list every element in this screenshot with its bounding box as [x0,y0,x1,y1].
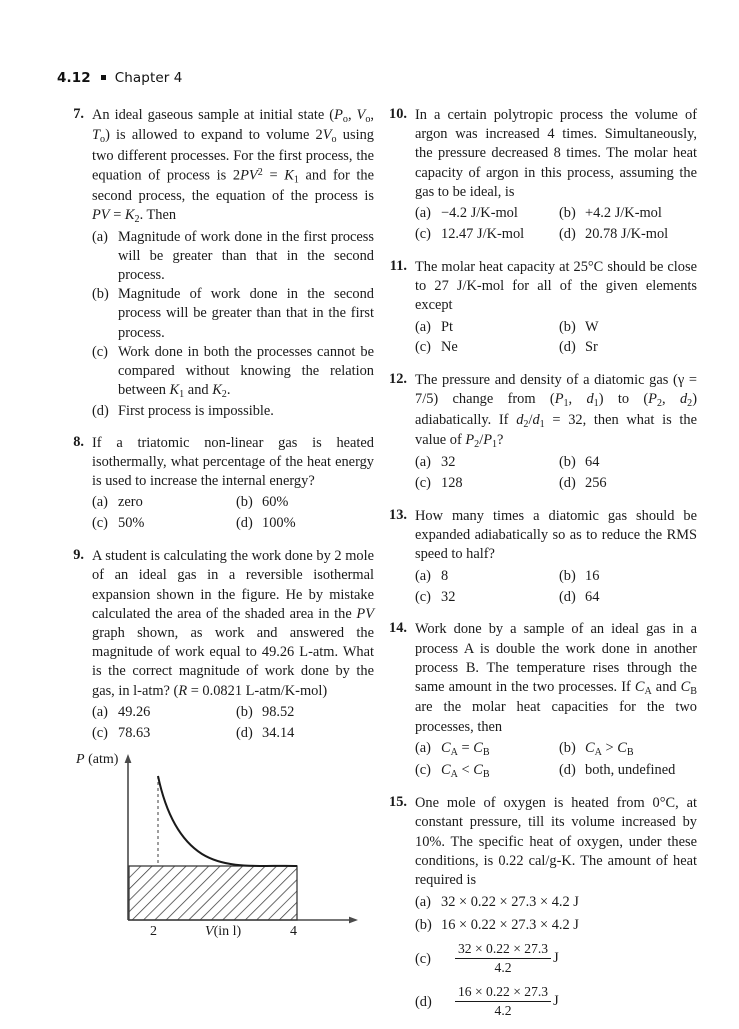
statement-label: (d) [92,402,109,419]
option-label: (b) [415,916,432,933]
statement-list [92,228,374,421]
option-text: 32 [441,588,456,605]
statement-item[interactable] [92,343,374,402]
option-c[interactable] [415,474,553,494]
option-a[interactable] [415,567,553,587]
statement-text: First process is impossible. [118,402,274,419]
option-label: (b) [559,739,576,756]
question-stem: The molar heat capacity at 25°C should be close to 27 J/K-mol for all of the given elements except [415,258,697,314]
statement-label: (c) [92,343,108,360]
option-text: Ne [441,339,458,356]
option-text: zero [118,494,143,511]
option-label: (c) [415,588,431,605]
option-label: (d) [415,993,432,1010]
option-text: 78.63 [118,724,151,741]
option-text: 8 [441,567,449,584]
x-axis-label: V(in l) [205,924,242,939]
option-label: (c) [415,225,431,242]
isotherm-curve [158,776,297,866]
option-label: (a) [415,454,431,471]
question-stem: One mole of oxygen is heated from 0°C, at constant pressure, till its volume increased by 10%. The specific heat of oxygen, under these conditions, is 0.22 cal/g-K. The amount of heat required is [415,795,697,889]
option-b[interactable] [559,453,697,473]
option-text: both, undefined [585,761,676,778]
option-label: (d) [559,339,576,356]
fraction-denominator: 4.2 [494,959,512,975]
question-10 [385,106,697,245]
question-7 [62,106,374,421]
option-text: 98.52 [262,703,295,720]
option-text: 32 × 0.22 × 27.3 × 4.2 J [441,894,579,911]
right-column [385,106,697,1029]
option-c[interactable] [92,724,230,744]
question-14 [385,620,697,781]
option-c[interactable] [415,941,697,976]
option-b[interactable] [236,493,374,513]
option-text: 50% [118,515,145,532]
option-text: $C_A = C_B$ [441,739,490,758]
question-number: 9. [73,547,84,564]
option-d[interactable] [559,338,697,358]
question-number: 10. [389,106,407,122]
question-number: 13. [389,507,407,524]
option-text: +4.2 J/K-mol [585,205,662,222]
option-label: (c) [415,339,431,356]
question-stem: How many times a diatomic gas should be expanded adiabatically so as to reduce the RMS speed to half? [415,508,697,563]
option-label: (a) [415,894,431,911]
option-a[interactable] [415,204,553,224]
option-label: (a) [415,739,431,756]
option-label: (a) [415,205,431,222]
option-label: (b) [559,567,576,584]
option-a[interactable] [92,703,230,723]
fraction-numerator: 32 × 0.22 × 27.3 [455,941,551,959]
option-b[interactable] [236,703,374,723]
option-label: (b) [559,205,576,222]
option-d[interactable] [415,984,697,1019]
option-d[interactable] [559,225,697,245]
option-text: 34.14 [262,724,295,741]
option-label: (c) [92,515,108,532]
pv-isotherm-figure [62,752,362,962]
option-grid [415,453,697,494]
running-head [57,70,182,86]
option-b[interactable] [559,318,697,338]
fraction-numerator: 16 × 0.22 × 27.3 [455,984,551,1002]
option-label: (d) [559,225,576,242]
option-text: Sr [585,339,598,356]
option-c[interactable] [415,338,553,358]
option-a[interactable] [415,893,697,912]
option-grid [92,493,374,534]
option-label: (c) [415,950,431,967]
x-tick-2: 2 [150,924,157,939]
question-stem: A student is calculating the work done by 2 mole of an ideal gas in a reversible isothermal expansion shown in the figure. He by mistake calculated the area of the shaded area in the PV graph shown, as work and answered the magnitude of work equal to 49.26 L-atm. What is the correct magnitude of work done by the gas, in l-atm? (R = 0.0821 L-atm/K-mol) [92,548,374,699]
option-d[interactable] [236,724,374,744]
x-tick-4: 4 [290,924,297,939]
option-label: (d) [559,475,576,492]
option-text: 64 [585,454,600,471]
question-15 [385,794,697,1019]
fraction-unit: J [553,992,559,1009]
option-text: 16 × 0.22 × 27.3 × 4.2 J [441,916,579,933]
x-axis-arrow [349,917,358,924]
question-13 [385,507,697,607]
question-stem: If a triatomic non-linear gas is heated isothermally, what percentage of the heat energy is used to increase the internal energy? [92,434,374,490]
option-label: (a) [92,703,108,720]
option-grid [415,318,697,359]
option-text: 60% [262,494,289,511]
question-stem: An ideal gaseous sample at initial state ($P_o$, $V_o$, $T_o$) is allowed to expand to volume $2V_o$ using two different processes. For the first process, the equation of process is $2PV^2 = K_1$ and for the second process, the equation of the process is PV = $K_2$. Then [92,107,374,225]
option-text: $C_A > C_B$ [585,739,634,758]
statement-label: (b) [92,286,109,303]
option-text: −4.2 J/K-mol [441,205,518,222]
option-b[interactable] [559,567,697,587]
option-c[interactable] [415,761,553,782]
option-label: (c) [415,475,431,492]
option-label: (d) [559,588,576,605]
left-column [62,106,374,754]
option-c[interactable] [415,225,553,245]
option-text: 49.26 [118,703,151,720]
option-grid [92,703,374,744]
option-d[interactable] [236,514,374,534]
option-label: (a) [415,567,431,584]
option-grid [415,204,697,245]
option-label: (d) [236,515,253,532]
option-b[interactable] [559,739,697,760]
option-text: 256 [585,475,607,492]
option-label: (d) [236,724,253,741]
question-number: 7. [73,106,84,122]
option-text: $C_A < C_B$ [441,761,490,780]
option-list [415,893,697,1019]
option-text: 20.78 J/K-mol [585,225,669,242]
option-text: 64 [585,588,600,605]
option-grid [415,739,697,781]
option-b[interactable] [415,916,697,935]
question-number: 14. [389,620,407,637]
statement-item[interactable] [92,285,374,343]
y-axis-label: P (atm) [76,752,119,767]
option-label: (d) [559,761,576,778]
chapter-title: Chapter 4 [114,70,183,86]
option-fraction [455,984,551,1019]
option-text: 12.47 J/K-mol [441,225,525,242]
option-a[interactable] [92,493,230,513]
statement-text: Work done in both the processes cannot be compared without knowing the relation between $K_1$ and $K_2$. [118,343,374,401]
question-stem: In a certain polytropic process the volume of argon was increased 4 times. Simultaneously, the pressure decreased 8 times. The molar heat capacity of argon in this process, assuming the gas to be ideal, is [415,107,697,200]
y-axis-arrow [125,754,132,763]
fraction-unit: J [553,949,559,966]
question-stem: Work done by a sample of an ideal gas in a process A is double the work done in another process B. The temperature rises through the same amount in the two processes. If $C_A$ and $C_B$ are the molar heat capacities for the two processes, then [415,621,697,735]
option-label: (c) [415,761,431,778]
fraction-denominator: 4.2 [494,1002,512,1018]
folio-number: 4.12 [57,70,91,86]
option-grid [415,567,697,608]
option-label: (a) [92,494,108,511]
question-8 [62,434,374,534]
option-text: 128 [441,475,463,492]
question-number: 12. [389,371,407,388]
option-text: W [585,318,599,335]
square-bullet-icon [101,75,106,80]
shaded-area [129,866,297,920]
option-label: (b) [236,494,253,511]
option-text: 32 [441,454,456,471]
question-number: 15. [389,794,407,811]
question-number: 8. [73,433,84,450]
option-a[interactable] [415,453,553,473]
option-label: (b) [236,703,253,720]
option-label: (b) [559,318,576,335]
statement-item[interactable] [92,228,374,286]
option-b[interactable] [559,204,697,224]
question-11 [385,258,697,358]
question-number: 11. [389,257,407,274]
option-c[interactable] [92,514,230,534]
option-c[interactable] [415,588,553,608]
statement-text: Magnitude of work done in the second process will be greater than that in the first process. [118,286,374,341]
question-9 [62,547,374,744]
option-d[interactable] [559,474,697,494]
statement-item[interactable] [92,402,374,421]
option-text: 16 [585,567,600,584]
option-a[interactable] [415,318,553,338]
statement-label: (a) [92,228,108,245]
option-label: (a) [415,318,431,335]
option-d[interactable] [559,588,697,608]
question-12 [385,371,697,494]
option-text: Pt [441,318,454,335]
question-stem: The pressure and density of a diatomic gas (γ = 7/5) change from ($P_1$, $d_1$) to ($P_2$, $d_2$) adiabatically. If $d_2/d_1 = 32$, then what is the value of $P_2/P_1$? [415,372,697,450]
option-label: (c) [92,724,108,741]
option-a[interactable] [415,739,553,760]
option-d[interactable] [559,761,697,782]
option-text: 100% [262,515,296,532]
statement-text: Magnitude of work done in the first process will be greater than that in the second process. [118,228,374,283]
option-fraction [455,941,551,976]
option-label: (b) [559,454,576,471]
